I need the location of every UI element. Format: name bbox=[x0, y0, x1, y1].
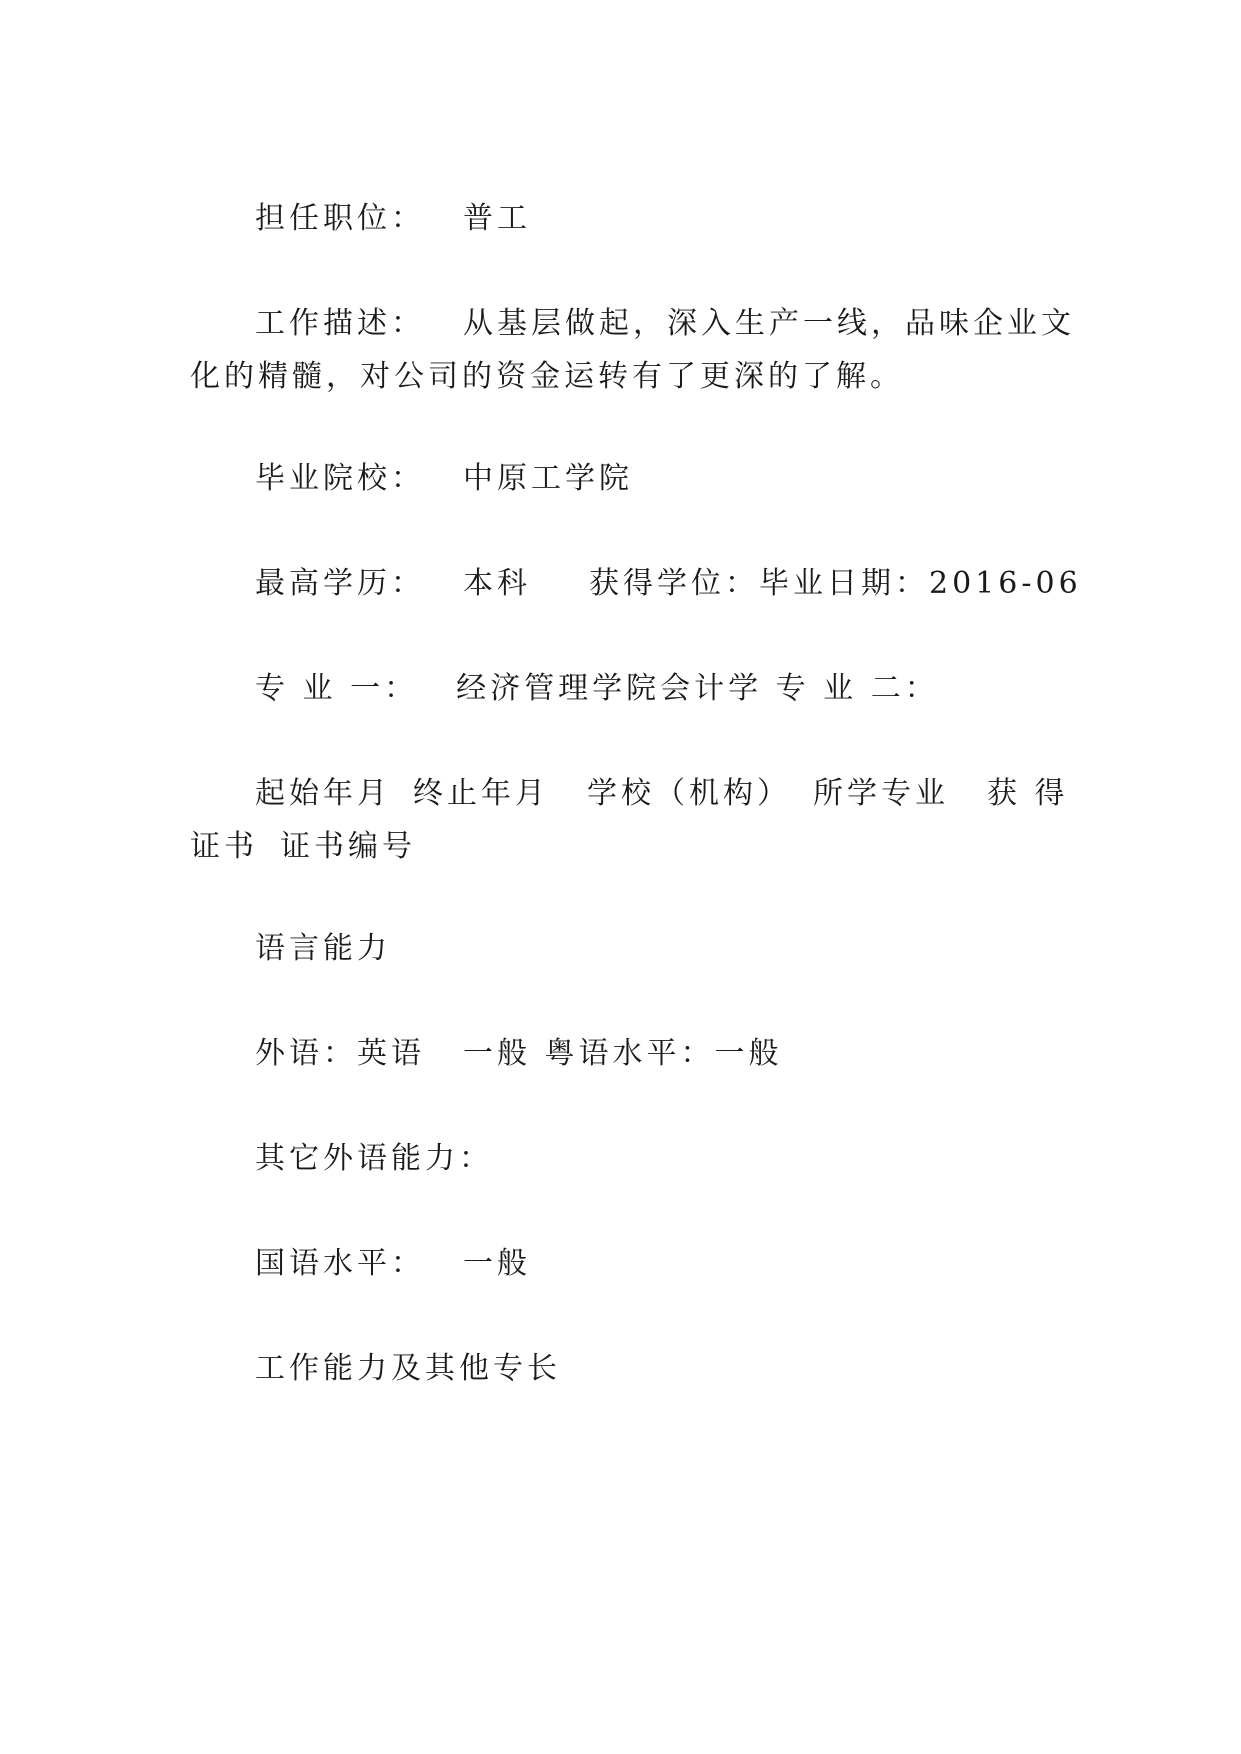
mandarin-label: 国语水平： bbox=[255, 1246, 425, 1281]
major-header: 所学专业 bbox=[813, 776, 949, 811]
work-description-value: 从基层做起，深入生产一线，品味企业文 bbox=[463, 306, 1075, 341]
school-value: 中原工学院 bbox=[463, 461, 633, 496]
institution-header: 学校（机构） bbox=[587, 776, 791, 811]
school-row bbox=[255, 450, 1115, 508]
position-label: 担任职位： bbox=[255, 201, 425, 236]
skills-heading bbox=[255, 1340, 1115, 1398]
cantonese-value: 一般 bbox=[714, 1036, 783, 1071]
work-description-line2: 化的精髓，对公司的资金运转有了更深的了解。 bbox=[190, 359, 904, 394]
education-row bbox=[255, 555, 1115, 613]
position-row bbox=[255, 190, 1115, 248]
major-row bbox=[255, 660, 1115, 718]
grad-date-label: 毕业日期： bbox=[759, 566, 929, 601]
certificate-header: 证书 bbox=[190, 829, 258, 864]
language-heading bbox=[255, 920, 1115, 978]
degree-label: 获得学位： bbox=[589, 566, 759, 601]
training-header-row bbox=[255, 765, 1115, 823]
mandarin-value: 一般 bbox=[463, 1246, 531, 1281]
other-language-label: 其它外语能力： bbox=[255, 1141, 493, 1176]
language-heading-text: 语言能力 bbox=[255, 931, 391, 966]
major-value: 经济管理学院会计学 bbox=[456, 671, 763, 706]
work-description-row bbox=[255, 295, 1115, 353]
school-label: 毕业院校： bbox=[255, 461, 425, 496]
education-value: 本科 bbox=[463, 566, 531, 601]
work-description-label: 工作描述： bbox=[255, 306, 425, 341]
certificate-number-header: 证书编号 bbox=[280, 829, 416, 864]
start-date-header: 起始年月 bbox=[255, 776, 391, 811]
obtained-header: 获 得 bbox=[987, 776, 1069, 811]
foreign-language-row bbox=[255, 1025, 1115, 1083]
foreign-language-value: 英语 bbox=[357, 1036, 425, 1071]
end-date-header: 终止年月 bbox=[413, 776, 549, 811]
cantonese-label: 粤语水平： bbox=[544, 1036, 715, 1071]
grad-date-value: 2016-06 bbox=[929, 566, 1082, 601]
position-value: 普工 bbox=[463, 201, 531, 236]
skills-heading-text: 工作能力及其他专长 bbox=[255, 1351, 561, 1386]
work-description-continuation bbox=[190, 348, 1050, 406]
major2-label: 专 业 二： bbox=[775, 671, 939, 706]
other-language-row bbox=[255, 1130, 1115, 1188]
training-header-continuation bbox=[190, 818, 1050, 876]
education-label: 最高学历： bbox=[255, 566, 425, 601]
foreign-language-level: 一般 bbox=[463, 1036, 531, 1071]
major-label: 专 业 一： bbox=[255, 671, 419, 706]
mandarin-row bbox=[255, 1235, 1115, 1293]
foreign-language-label: 外语： bbox=[255, 1036, 357, 1071]
